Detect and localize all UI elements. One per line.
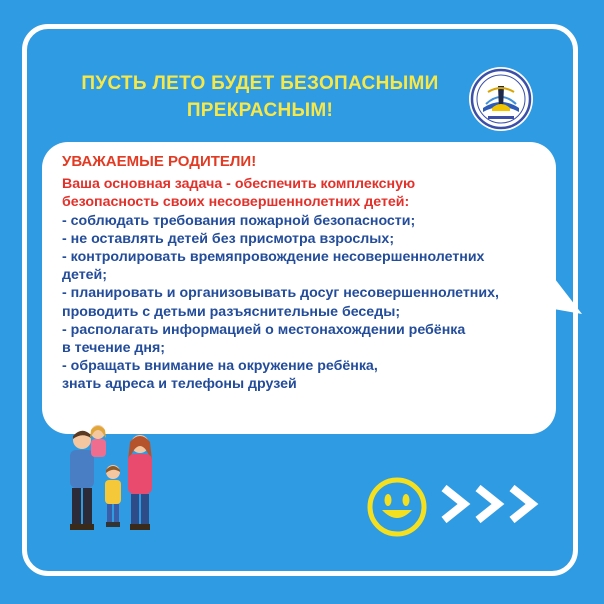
bullet-line: - соблюдать требования пожарной безопасности;: [62, 212, 416, 229]
smiley-icon: [366, 476, 428, 538]
intro-line-1: Ваша основная задача - обеспечить комплексную: [62, 176, 416, 193]
bullet-line: в течение дня;: [62, 340, 165, 357]
bullet-line: проводить с детьми разъяснительные беседы;: [62, 303, 401, 320]
title-line-1: ПУСТЬ ЛЕТО БУДЕТ БЕЗОПАСНЫМИ: [81, 73, 439, 94]
message-text: [62, 153, 542, 394]
bullet-line: - обращать внимание на окружение ребёнка,: [62, 358, 378, 375]
chevron-right-icon: [440, 484, 572, 524]
bullet-line: - располагать информацией о местонахождении ребёнка: [62, 321, 466, 338]
message-heading: УВАЖАЕМЫЕ РОДИТЕЛИ!: [62, 153, 257, 170]
logo-emblem-icon: [468, 66, 534, 132]
bullet-line: детей;: [62, 267, 107, 284]
bullet-line: - контролировать времяпровождение несовершеннолетних: [62, 249, 485, 266]
title-line-2: ПРЕКРАСНЫМ!: [186, 100, 334, 121]
bubble-tail: [548, 268, 582, 314]
bullet-line: - планировать и организовывать досуг несовершеннолетних,: [62, 285, 499, 302]
bullet-line: знать адреса и телефоны друзей: [62, 376, 297, 393]
family-illustration-icon: [58, 420, 168, 532]
bullet-line: - не оставлять детей без присмотра взрослых;: [62, 230, 395, 247]
poster-title: [60, 70, 460, 124]
intro-line-2: безопасность своих несовершеннолетних детей:: [62, 194, 410, 211]
